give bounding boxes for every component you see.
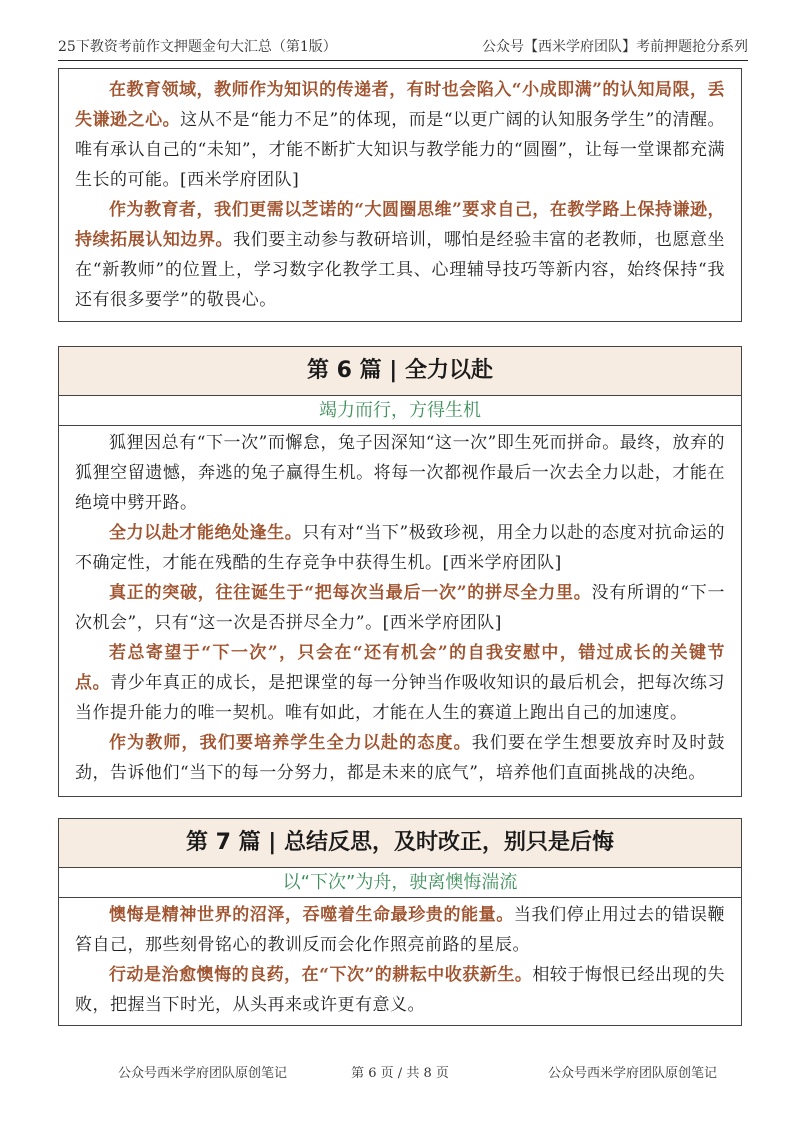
paragraph <box>59 578 741 638</box>
highlight-sentence: 若总寄望于“下一次”，只会在“还有机会”的自我安慰中，错过成长的关键节点。 <box>75 643 725 693</box>
paragraph <box>59 960 741 1020</box>
paragraph <box>59 900 741 960</box>
paragraph <box>59 75 741 195</box>
body-text: 我们要在学生想要放弃时及时鼓劲，告诉他们“当下的每一分努力，都是未来的底气”，培养他们直面挑战的决绝。 <box>75 733 726 783</box>
section7-subtitle: 以“下次”为舟，驶离懊悔湍流 <box>58 868 742 898</box>
body-text: 青少年真正的成长，是把课堂的每一分钟当作吸收知识的最后机会，把每次练习当作提升能力的唯一契机。唯有如此，才能在人生的赛道上跑出自己的加速度。 <box>75 673 726 723</box>
page-number: 第 6 页 / 共 8 页 <box>351 1066 449 1081</box>
body-text: 当我们停止用过去的错误鞭笞自己，那些刻骨铭心的教训反而会化作照亮前路的星辰。 <box>75 905 726 955</box>
footer-right-note: 公众号西米学府团队原创笔记 <box>548 1066 718 1081</box>
highlight-sentence: 懊悔是精神世界的沼泽，吞噬着生命最珍贵的能量。 <box>109 905 514 925</box>
body-text: 只有对“当下”极致珍视，用全力以赴的态度对抗命运的不确定性，才能在残酷的生存竞争中获得生机。[西米学府团队] <box>75 523 725 573</box>
paragraph <box>59 518 741 578</box>
body-text: 我们要主动参与教研培训，哪怕是经验丰富的老教师，也愿意坐在“新教师”的位置上，学习数字化教学工具、心理辅导技巧等新内容，始终保持“我还有很多要学”的敬畏心。 <box>75 230 725 310</box>
highlight-sentence: 作为教师，我们要培养学生全力以赴的态度。 <box>109 733 472 753</box>
highlight-sentence: 在教育领域，教师作为知识的传递者，有时也会陷入“小成即满”的认知局限，丢失谦逊之心。 <box>75 80 725 130</box>
page-header <box>58 30 748 61</box>
section6-title: 第 6 篇 | 全力以赴 <box>58 346 742 396</box>
body-text: 相较于悔恨已经出现的失败，把握当下时光，从头再来或许更有意义。 <box>75 965 725 1015</box>
body-text: 这从不是“能力不足”的体现，而是“以更广阔的认知服务学生”的清醒。唯有承认自己的“未知”，才能不断扩大知识与教学能力的“圆圈”，让每一堂课都充满生长的可能。[西米学府团队] <box>75 110 726 190</box>
header-doc-title: 25下教资考前作文押题金句大汇总（第1版） <box>58 39 337 55</box>
highlight-sentence: 作为教育者，我们更需以芝诺的“大圆圈思维”要求自己，在教学路上保持谦逊，持续拓展认知边界。 <box>75 200 725 250</box>
paragraph <box>59 428 741 518</box>
header-series-label: 公众号【西米学府团队】考前押题抢分系列 <box>482 39 748 55</box>
highlight-sentence: 行动是治愈懊悔的良药，在“下次”的耕耘中收获新生。 <box>109 965 533 985</box>
section6-body-box <box>58 426 742 797</box>
section7-body-box <box>58 898 742 1026</box>
paragraph <box>59 728 741 788</box>
section7-title: 第 7 篇 | 总结反思，及时改正，别只是后悔 <box>58 818 742 868</box>
highlight-sentence: 真正的突破，往往诞生于“把每次当最后一次”的拼尽全力里。 <box>109 583 592 603</box>
section5-continuation-box <box>58 68 742 322</box>
footer-left-note: 公众号西米学府团队原创笔记 <box>118 1066 288 1081</box>
body-text: 狐狸因总有“下一次”而懈怠，兔子因深知“这一次”即生死而拼命。最终，放弃的狐狸空留遗憾，奔逃的兔子赢得生机。将每一次都视作最后一次去全力以赴，才能在绝境中劈开路。 <box>75 433 725 513</box>
paragraph <box>59 638 741 728</box>
section6-subtitle: 竭力而行，方得生机 <box>58 396 742 426</box>
body-text: 没有所谓的“下一次机会”，只有“这一次是否拼尽全力”。[西米学府团队] <box>75 583 725 633</box>
paragraph <box>59 195 741 315</box>
highlight-sentence: 全力以赴才能绝处逢生。 <box>109 523 303 543</box>
